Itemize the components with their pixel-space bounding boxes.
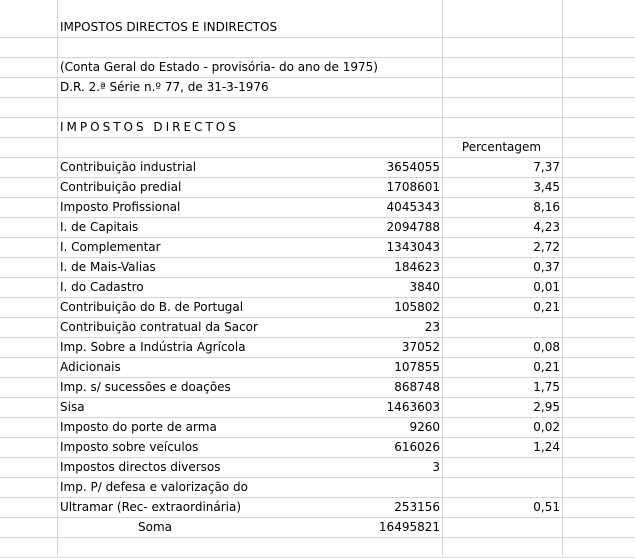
row-label: Imp. s/ sucessões e doações xyxy=(60,380,231,394)
row-label: Contribuição predial xyxy=(60,180,182,194)
row-label: I. de Mais-Valias xyxy=(60,260,156,274)
row-percentage: 0,02 xyxy=(533,420,560,434)
table-row[interactable] xyxy=(0,98,635,118)
row-percentage: 0,51 xyxy=(533,500,560,514)
row-label: Adicionais xyxy=(60,360,121,374)
row-value: 105802 xyxy=(394,300,440,314)
table-row[interactable] xyxy=(0,138,635,158)
row-percentage: 7,37 xyxy=(533,160,560,174)
row-value: 1343043 xyxy=(386,240,440,254)
row-value: 1708601 xyxy=(386,180,440,194)
row-percentage: 1,24 xyxy=(533,440,560,454)
row-percentage: 2,72 xyxy=(533,240,560,254)
table-row[interactable] xyxy=(0,298,635,318)
table-row[interactable] xyxy=(0,58,635,78)
row-label: I. de Capitais xyxy=(60,220,139,234)
row-label: Contribuição do B. de Portugal xyxy=(60,300,244,314)
table-row[interactable] xyxy=(0,398,635,418)
row-value: 4045343 xyxy=(386,200,440,214)
row-percentage xyxy=(443,458,560,477)
table-row[interactable] xyxy=(0,218,635,238)
row-label: Contribuição contratual da Sacor xyxy=(60,320,258,334)
row-percentage: 4,23 xyxy=(533,220,560,234)
sheet-title: IMPOSTOS DIRECTOS E INDIRECTOS xyxy=(60,20,278,34)
row-percentage: 0,08 xyxy=(533,340,560,354)
percentage-header: Percentagem xyxy=(461,140,542,154)
row-percentage: 1,75 xyxy=(533,380,560,394)
row-value: 37052 xyxy=(401,340,440,354)
row-label: I. do Cadastro xyxy=(60,280,144,294)
row-percentage: 2,95 xyxy=(533,400,560,414)
table-row[interactable] xyxy=(0,78,635,98)
row-percentage xyxy=(443,318,560,337)
row-label: Imp. P/ defesa e valorização do xyxy=(60,480,248,494)
row-value: 868748 xyxy=(394,380,440,394)
table-row[interactable] xyxy=(0,418,635,438)
row-percentage: 8,16 xyxy=(533,200,560,214)
row-value: 3 xyxy=(432,460,440,474)
row-value xyxy=(250,478,440,497)
source-line-1: (Conta Geral do Estado - provisória- do ano de 1975) xyxy=(60,60,378,74)
table-row[interactable] xyxy=(0,258,635,278)
total-label: Soma xyxy=(137,520,172,534)
table-row[interactable] xyxy=(0,478,635,498)
row-percentage: 0,01 xyxy=(533,280,560,294)
table-row[interactable] xyxy=(0,318,635,338)
row-label: I. Complementar xyxy=(60,240,161,254)
row-label: Ultramar (Rec- extraordinária) xyxy=(60,500,242,514)
table-row[interactable] xyxy=(0,198,635,218)
total-row[interactable] xyxy=(0,518,635,538)
table-row[interactable] xyxy=(0,118,635,138)
table-row[interactable] xyxy=(0,178,635,198)
table-row[interactable] xyxy=(0,338,635,358)
table-row[interactable] xyxy=(0,458,635,478)
row-percentage xyxy=(443,478,560,497)
table-row[interactable] xyxy=(0,238,635,258)
table-row[interactable] xyxy=(0,378,635,398)
section-heading: IMPOSTOS DIRECTOS xyxy=(60,120,239,134)
source-line-2: D.R. 2.ª Série n.º 77, de 31-3-1976 xyxy=(60,80,269,94)
table-row[interactable] xyxy=(0,18,635,38)
row-value: 9260 xyxy=(409,420,440,434)
row-percentage: 0,37 xyxy=(533,260,560,274)
row-value: 253156 xyxy=(394,500,440,514)
row-label: Imposto do porte de arma xyxy=(60,420,217,434)
row-label: Sisa xyxy=(60,400,85,414)
table-row[interactable] xyxy=(0,38,635,58)
row-value: 23 xyxy=(424,320,440,334)
row-label: Imposto Profissional xyxy=(60,200,181,214)
row-value: 184623 xyxy=(394,260,440,274)
row-label: Contribuição industrial xyxy=(60,160,197,174)
table-row[interactable] xyxy=(0,498,635,518)
row-percentage: 3,45 xyxy=(533,180,560,194)
table-row[interactable] xyxy=(0,538,635,558)
row-percentage: 0,21 xyxy=(533,300,560,314)
row-value: 3840 xyxy=(409,280,440,294)
row-percentage: 0,21 xyxy=(533,360,560,374)
total-value: 16495821 xyxy=(378,520,440,534)
table-row[interactable] xyxy=(0,438,635,458)
row-value: 107855 xyxy=(394,360,440,374)
row-value: 2094788 xyxy=(386,220,440,234)
table-row[interactable] xyxy=(0,358,635,378)
row-label: Impostos directos diversos xyxy=(60,460,221,474)
row-label: Imposto sobre veículos xyxy=(60,440,199,454)
row-value: 1463603 xyxy=(386,400,440,414)
table-row[interactable] xyxy=(0,278,635,298)
row-value: 616026 xyxy=(394,440,440,454)
row-label: Imp. Sobre a Indústria Agrícola xyxy=(60,340,246,354)
table-row[interactable] xyxy=(0,158,635,178)
row-value: 3654055 xyxy=(386,160,440,174)
